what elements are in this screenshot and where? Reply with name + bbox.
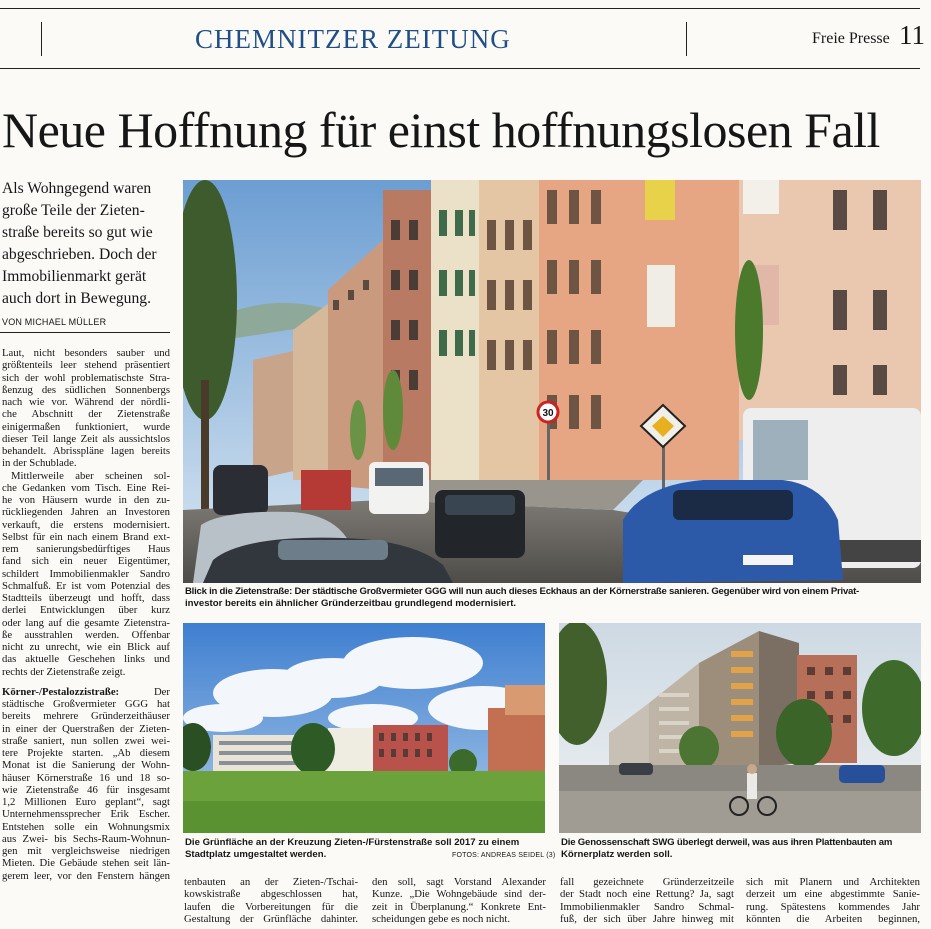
lead-line: Immobilienmarkt gerät	[2, 268, 147, 285]
prefab-buildings-caption	[561, 837, 923, 861]
body-column-4	[560, 876, 734, 925]
body-line: Stadtteils überzeugt und hofft, dass	[2, 592, 170, 604]
body-line: häuser Körnerstraße 16 und 18 so-	[2, 771, 170, 784]
body-line: rechts der Zietenstraße zeigt.	[2, 665, 126, 678]
lead-line: abgeschrieben. Doch der	[2, 246, 157, 263]
prefab-buildings-photo	[559, 623, 921, 833]
body-line: könnten die Arbeiten beginnen,	[746, 912, 920, 925]
body-line: verkauft, die erstens modernisiert.	[2, 518, 170, 531]
body-line: gen mit vergleichsweise niedrigen	[2, 845, 170, 857]
lead-line: straße bereits so gut wie	[2, 224, 153, 241]
body-line: Immobilienmakler Sandro Schmal-	[560, 900, 734, 913]
body-line: gerem leer, vor den Fenstern hängen	[2, 869, 170, 882]
body-line: Schmalfuß. Er ist vom Potenzial des	[2, 579, 170, 592]
body-line: das aktuelle Geschehen links und	[2, 653, 170, 666]
caption-line: Die Genossenschaft SWG überlegt derweil, was aus ihren Plattenbauten am	[561, 837, 893, 848]
headline: Neue Hoffnung für einst hoffnungslosen Fall	[2, 102, 880, 158]
caption-line: Körnerplatz werden soll.	[561, 849, 673, 860]
body-line: sich mit Planern und Architekten	[746, 876, 920, 888]
body-line: rem sanierungsbedürftiges Haus	[2, 543, 170, 555]
header-divider-right	[686, 22, 687, 56]
body-line: ßenzug des südlichen Sonnenbergs	[2, 383, 170, 396]
body-line: fall gezeichnete Gründerzeitzeile	[560, 876, 734, 888]
green-space-image	[183, 623, 545, 833]
body-line: scheidungen gebe es noch nicht.	[372, 912, 511, 925]
body-line: behandelt. Abrisspläne lagen bereits	[2, 445, 170, 457]
lead-text	[2, 178, 170, 310]
caption-line: Die Grünfläche an der Kreuzung Zieten-/Fürstenstraße soll 2017 zu einem	[185, 837, 520, 848]
lead-line: große Teile der Zieten-	[2, 202, 145, 219]
body-line: wie Zietenstraße 46 für insgesamt	[2, 783, 170, 796]
body-line: laufen die Vorbereitungen für die	[184, 900, 358, 913]
body-line: straße saniert, nun sollen zwei wei-	[2, 734, 170, 747]
body-line: kowskistraße abgeschlossen hat,	[184, 888, 358, 901]
page-number: 11	[899, 20, 925, 50]
header-bottom-rule	[0, 68, 920, 69]
subhead: Körner-/Pestalozzistraße:	[2, 685, 120, 698]
speed-sign-text: 30	[542, 408, 554, 419]
body-column-3	[372, 876, 546, 925]
body-line: größtenteils leer stehend präsentiert	[2, 359, 170, 372]
header-divider-left	[41, 22, 42, 56]
body-column-1	[2, 347, 170, 882]
brand-name: Freie Presse	[812, 30, 890, 47]
body-line: der Stadt noch eine Rettung? Ja, sagt	[560, 888, 734, 901]
body-line: Mittlerweile aber scheinen sol-	[11, 469, 170, 482]
body-line: in der Schublade.	[2, 457, 77, 470]
body-line: städtische Großvermieter GGG hat	[2, 698, 170, 710]
body-line: fuß, der sich über Jahre hinweg mit	[560, 912, 734, 925]
body-line: Selbst für ein nach einem Brand ext-	[2, 530, 170, 543]
prefab-buildings-image	[559, 623, 921, 833]
body-line: Monat ist die Sanierung der Wohn-	[2, 759, 170, 772]
body-line: zeit in Überplanung.“ Konkrete Ent-	[372, 900, 546, 913]
body-line: Unternehmenssprecher Erik Escher.	[2, 808, 170, 821]
body-line: den soll, sagt Vorstand Alexander	[372, 876, 546, 888]
caption-line: Blick in die Zietenstraße: Der städtische Großvermieter GGG will nun auch dieses Eckhaus an der Körnerstraße sanieren. Gegenüber wird von einem Privat-	[185, 586, 860, 597]
body-column-2	[184, 876, 358, 925]
body-line: derzeit um eine abgestimmte Sanie-	[746, 888, 920, 901]
body-line: oder lang auf die gesamte Zietenstra-	[2, 616, 170, 629]
body-line: tenbauten an der Zieten-/Tschai-	[184, 876, 358, 888]
byline-rule	[0, 332, 170, 333]
body-line: nach wie vor. Während der nördli-	[2, 396, 170, 408]
body-line: nicht zu unrecht, wie ein Blick auf	[2, 641, 170, 653]
paper-name: CHEMNITZER ZEITUNG	[195, 24, 511, 54]
body-line: fand sich ein neuer Eigentümer,	[2, 555, 170, 568]
body-line: einigermaßen funktioniert, wurde	[2, 420, 170, 433]
photo-credit: FOTOS: ANDREAS SEIDEL (3)	[452, 852, 556, 859]
body-line: Entstehen solle ein Wohnungsmix	[2, 820, 170, 833]
green-space-photo	[183, 623, 545, 833]
caption-line: investor bereits ein ähnlicher Gründerzeitbau grundlegend modernisiert.	[185, 598, 517, 609]
body-line: che Abschnitt der Zietenstraße	[2, 408, 170, 421]
lead-line: Als Wohngegend waren	[2, 180, 152, 197]
body-line: rückliegenden Jahren an Investoren	[2, 506, 170, 519]
header-top-rule	[0, 8, 920, 9]
body-line: bereits mehrere Gründerzeithäuser	[2, 710, 170, 723]
street-scene-image	[183, 180, 921, 583]
body-fragment: Der	[153, 685, 170, 698]
caption-line: Stadtplatz umgestaltet werden.	[185, 849, 327, 860]
body-line: 1,2 Millionen Euro geplant“, sagt	[2, 796, 170, 808]
body-line: Gestaltung der Grünfläche dahinter.	[184, 912, 358, 925]
body-line: derlei Entwicklungen über kurz	[2, 604, 170, 617]
body-column-5	[746, 876, 920, 925]
body-line: schildert Immobilienmakler Sandro	[2, 567, 170, 580]
body-line: ße ausstrahlen werden. Offenbar	[2, 628, 170, 641]
body-line: che Gedanken vom Tisch. Eine Rei-	[2, 481, 170, 494]
lead-line: auch dort in Bewegung.	[2, 290, 151, 307]
body-line: Mieten. Die Gebäude stehen seit län-	[2, 857, 170, 870]
body-line: tere Projekte starten. „Ab diesem	[2, 747, 170, 759]
body-line: rung. Spätestens kommendes Jahr	[746, 900, 920, 913]
body-line: Kunze. „Die Wohngebäude sind der-	[372, 888, 546, 901]
main-photo-caption	[185, 586, 921, 610]
byline: VON MICHAEL MÜLLER	[2, 317, 107, 327]
body-line: in einer der Querstraßen der Zieten-	[2, 722, 170, 735]
subhead-line	[2, 686, 170, 698]
body-line: aus Zwei- bis Sechs-Raum-Wohnun-	[2, 832, 170, 845]
main-photo-street	[183, 180, 921, 583]
body-line: sich der wohl problematischste Stra-	[2, 371, 170, 384]
body-line: Laut, nicht besonders sauber und	[2, 347, 170, 359]
body-line: dieser Teil lange Zeit als aussichtslos	[2, 432, 170, 445]
body-line: he von Häusern wurde in den zu-	[2, 494, 170, 506]
